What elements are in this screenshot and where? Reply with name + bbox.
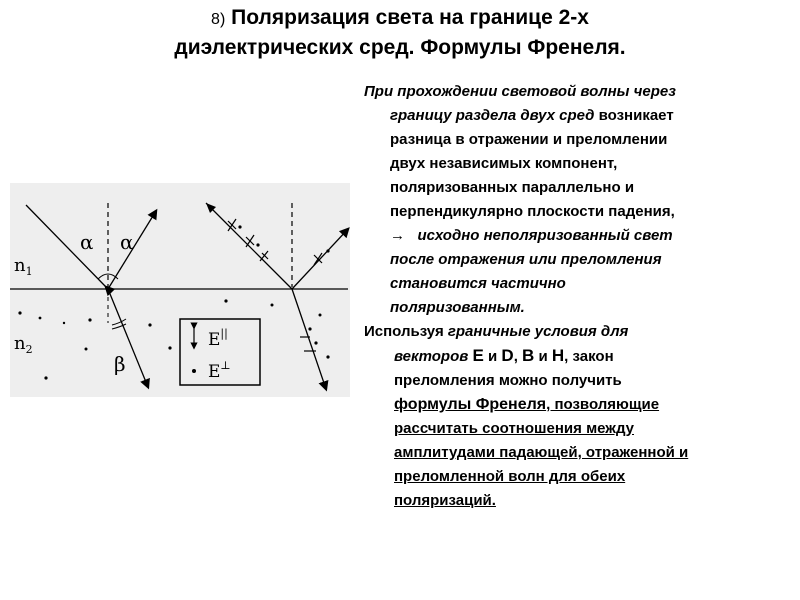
p1-line8: после отражения или преломления: [390, 251, 662, 268]
incident-polarization-marks: [228, 219, 268, 261]
paragraph-2: [364, 320, 794, 513]
vector-d: D: [501, 346, 514, 365]
scatter-dots: [18, 299, 329, 379]
p1-line5: поляризованных параллельно и: [390, 179, 635, 196]
legend-e-parallel: E||: [208, 327, 228, 350]
incident-ray-left: [26, 205, 106, 287]
p2-line3: преломления можно получить: [394, 372, 622, 389]
arrow-icon: →: [390, 227, 405, 244]
p1-line2-italic: границу раздела двух сред: [390, 107, 595, 124]
slide-title: [0, 4, 800, 62]
alpha-label-left: α: [80, 230, 94, 254]
p1-line4: двух независимых компонент,: [390, 155, 618, 172]
p1-line10: поляризованным.: [390, 299, 525, 316]
p1-line2-rest: возникает: [594, 107, 674, 124]
title-line1: Поляризация света на границе 2-х: [231, 6, 589, 29]
p1-line1: При прохождении световой волны через: [364, 83, 676, 100]
vector-e: E: [472, 346, 484, 365]
angle-arc-refraction: [112, 319, 126, 325]
beta-label: β: [114, 352, 126, 376]
title-number: 8): [211, 11, 226, 28]
p1-line9: становится частично: [390, 275, 566, 292]
body-text: [364, 80, 794, 513]
p1-line6: перпендикулярно плоскости падения,: [390, 203, 675, 220]
and-1: и: [483, 348, 502, 365]
diagram-svg: [10, 183, 350, 397]
p2-line6: амплитудами падающей, отраженной и: [394, 444, 689, 461]
comma: ,: [513, 348, 523, 365]
incident-ray-right: [206, 203, 292, 289]
n2-label: $n_2$: [14, 333, 33, 356]
fresnel-formulas-term: формулы Френеля: [394, 396, 547, 413]
p2-line2-italic: векторов: [394, 348, 473, 365]
p2-line1-a: Используя: [364, 323, 448, 340]
vector-b: B: [522, 346, 535, 365]
refracted-polarization-marks: [300, 337, 316, 351]
p1-line3: разница в отражении и преломлении: [390, 131, 668, 148]
p1-line7: исходно неполяризованный свет: [413, 227, 673, 244]
reflected-ray-right: [292, 229, 348, 289]
refracted-ray-right: [292, 289, 326, 389]
p2-line8: поляризаций.: [394, 492, 496, 509]
perpendicular-dot-icon: [192, 369, 196, 373]
vector-h: H: [551, 346, 565, 365]
p2-line7: преломленной волн для обеих: [394, 468, 626, 485]
alpha-label-right: α: [120, 230, 134, 254]
and-2: и: [534, 348, 552, 365]
p2-line5: рассчитать соотношения между: [394, 420, 634, 437]
n1-label: $n_1$: [14, 255, 33, 278]
p2-line1-italic: граничные условия для: [447, 323, 629, 340]
legend-e-perp: E⊥: [208, 359, 231, 382]
p2-line2-rest: , закон: [564, 348, 614, 365]
title-line2: диэлектрических сред. Формулы Френеля.: [174, 36, 626, 59]
polarization-diagram: [10, 183, 350, 397]
p2-line4-rest: , позволяющие: [546, 396, 660, 413]
paragraph-1: [364, 80, 794, 320]
